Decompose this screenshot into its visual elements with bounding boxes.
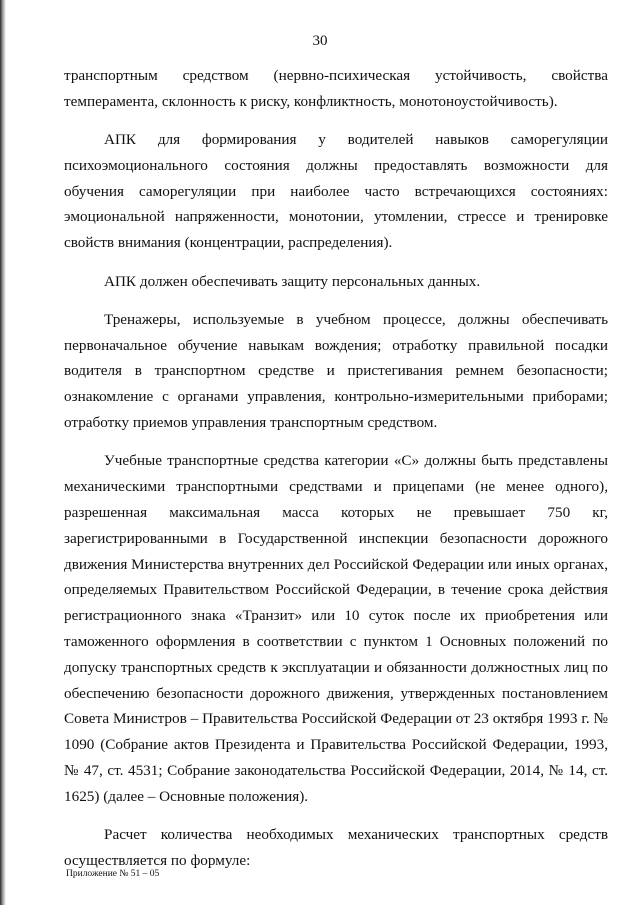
paragraph-calculation: Расчет количества необходимых механических транспортных средств осуществляется по формуле:	[64, 826, 608, 869]
footer-appendix-label: Приложение № 51 – 05	[66, 869, 160, 879]
paragraph-apk-data-protection: АПК должен обеспечивать защиту персональных данных.	[104, 272, 481, 290]
paragraph-training-vehicles: Учебные транспортные средства категории «C» должны быть представлены механическими транспортными средствами и прицепами (не менее одного), разрешенная максимальная масса которых не превышает 750 кг, зарегистрированными в Государственной инспекции безопасности дорожного движения Министерства внутренних дел Российской Федерации или иных органах, определяемых Правительством Российской Федерации, в течение срока действия регистрационного знака «Транзит» или 10 суток после их приобретения или таможенного оформления в соответствии с пунктом 1 Основных положений по допуску транспортных средств к эксплуатации и обязанности должностных лиц по обеспечению безопасности дорожного движения, утвержденных постановлением Совета Министров – Правительства Российской Федерации от 23 октября 1993 г. № 1090 (Собрание актов Президента и Правительства Российской Федерации, 1993, № 47, ст. 4531; Собрание законодательства Российской Федерации, 2014, № 14, ст. 1625) (далее – Основные положения).	[64, 452, 608, 805]
paragraph-simulators: Тренажеры, используемые в учебном процессе, должны обеспечивать первоначальное обучение навыкам вождения; отработку правильной посадки водителя в транспортном средстве и пристегивания ремнем безопасности; ознакомление с органами управления, контрольно-измерительными приборами; отработку приемов управления транспортным средством.	[64, 310, 608, 432]
paragraph-apk-self-regulation: АПК для формирования у водителей навыков саморегуляции психоэмоционального состояния должны предоставлять возможности для обучения саморегуляции при наиболее часто встречающихся состояниях: эмоциональной напряженности, монотонии, утомлении, стрессе и тренировке свойств внимания (концентрации, распределения).	[64, 131, 608, 252]
paragraph-continuation: транспортным средством (нервно-психическая устойчивость, свойства темперамента, склонность к риску, конфликтность, монотоноустойчивость).	[64, 67, 608, 110]
page-number: 30	[312, 33, 328, 49]
scan-edge-shadow	[0, 0, 6, 905]
document-body	[64, 63, 608, 874]
